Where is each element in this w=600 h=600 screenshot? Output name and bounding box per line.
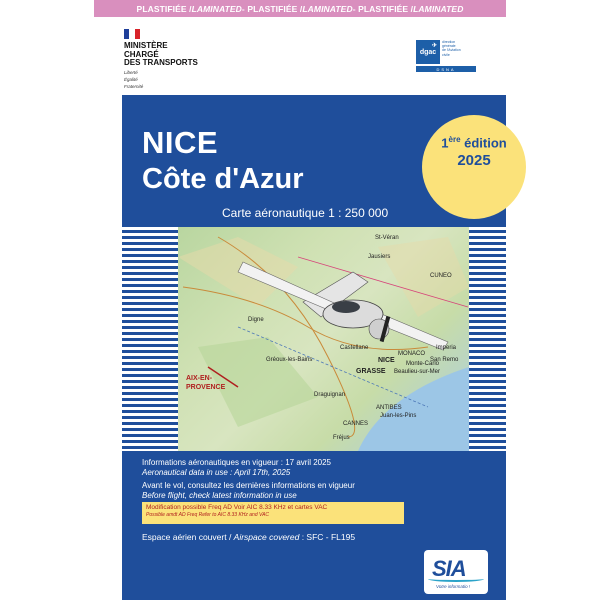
title-cote-azur: Côte d'Azur [142,163,304,195]
banner-text-6: LAMINATED [413,3,464,14]
place-cuneo: CUNEO [430,273,452,279]
info-check-en [142,491,297,501]
place-san-remo: San Remo [430,357,459,363]
sea-shape [358,367,469,451]
dgac-text-4: civile [442,52,450,57]
sia-logo-text: SIA [432,556,466,581]
stripes-left [122,227,178,451]
dgac-text-3: de l'Aviation [442,48,461,53]
banner-text-5: - PLASTIFIÉE / [352,3,414,14]
laminated-banner [94,0,506,17]
dgac-name [442,40,478,57]
french-flag-icon [124,29,140,39]
sia-logo [424,550,488,594]
airspace-fr: Espace aérien couvert / [142,532,234,542]
dgac-logo [416,40,478,72]
ministry-name-2: CHARGÉ [124,49,159,59]
map-image [178,227,469,451]
edition-badge [422,115,526,219]
place-greoux: Gréoux-les-Bains [266,357,313,363]
terrain-3 [198,337,318,427]
banner-text-4: LAMINATED [302,3,353,14]
dgac-emblem [416,40,440,64]
place-antibes: ANTIBES [376,405,402,411]
motto-1: Liberté [124,69,138,75]
place-aix-1: AIX-EN- [186,375,213,382]
info-date-en [142,468,290,478]
place-digne: Digne [248,317,264,323]
airspace-covered [142,532,355,542]
place-draguignan: Draguignan [314,392,346,398]
place-grasse: GRASSE [356,368,386,375]
banner-text-2: LAMINATED [191,3,242,14]
title-nice: NICE [142,125,219,160]
dgac-logo-text: dgac [419,48,437,56]
place-jausiers: Jausiers [368,254,391,260]
stripes-right [469,227,506,451]
place-beaulieu: Beaulieu-sur-Mer [394,369,441,375]
frequency-notice [142,502,404,524]
info-check-en-text: Before flight, check latest information in use [142,491,297,500]
edition-number: 1 [441,135,449,151]
scale-label: Carte aéronautique 1 : 250 000 [222,206,389,220]
info-date-fr: Informations aéronautiques en vigueur : 17 avril 2025 [142,458,332,467]
place-st-veran: St-Véran [375,235,399,241]
terrain-2 [378,237,469,317]
place-imperia: Imperia [436,345,457,351]
airspace-en: Airspace covered [233,532,300,542]
info-check-fr: Avant le vol, consultez les dernières informations en vigueur [142,481,355,490]
ministry-name-1: MINISTÈRE [124,41,168,50]
place-cannes: CANNES [343,421,369,427]
place-juan-les-pins: Juan-les-Pins [380,413,417,419]
place-monaco: MONACO [398,351,425,357]
dgac-text-2: générale [442,44,456,49]
map-graphics [178,227,469,451]
sia-swoosh-icon [428,576,484,582]
dgac-text-1: direction [442,40,456,44]
info-date-en-text: Aeronautical data in use : April 17th, 2025 [142,468,291,477]
place-aix-2: PROVENCE [186,384,226,391]
banner-text-3: - PLASTIFIÉE / [241,3,303,14]
dsna-label: DSNA [416,66,476,72]
motto-3: Fraternité [124,83,144,89]
edition-year: 2025 [457,152,491,170]
edition-word: édition [460,135,507,151]
sia-tagline: Votre informatio ! [436,584,471,589]
motto-2: Égalité [124,76,138,82]
airspace-value: : SFC - FL195 [299,532,356,542]
edition-sup: ère [448,135,461,144]
cover-panel [122,95,506,600]
place-frejus: Fréjus [333,435,350,441]
banner-text-1: PLASTIFIÉE / [136,3,192,14]
ministry-name-3: DES TRANSPORTS [124,58,198,67]
place-nice: NICE [378,357,395,364]
chart-cover [94,17,506,600]
place-monte-carlo: Monte-Carlo [406,361,440,367]
plane-icon: ✈ [431,43,437,49]
ministry-logo [124,29,244,89]
place-castellane: Castellane [340,345,369,351]
notice-en: Possible amdt AD Freq Refer to AIC 8.33 KHz and VAC [146,512,270,518]
notice-fr: Modification possible Freq AD Voir AIC 8.33 KHz et cartes VAC [146,504,328,511]
